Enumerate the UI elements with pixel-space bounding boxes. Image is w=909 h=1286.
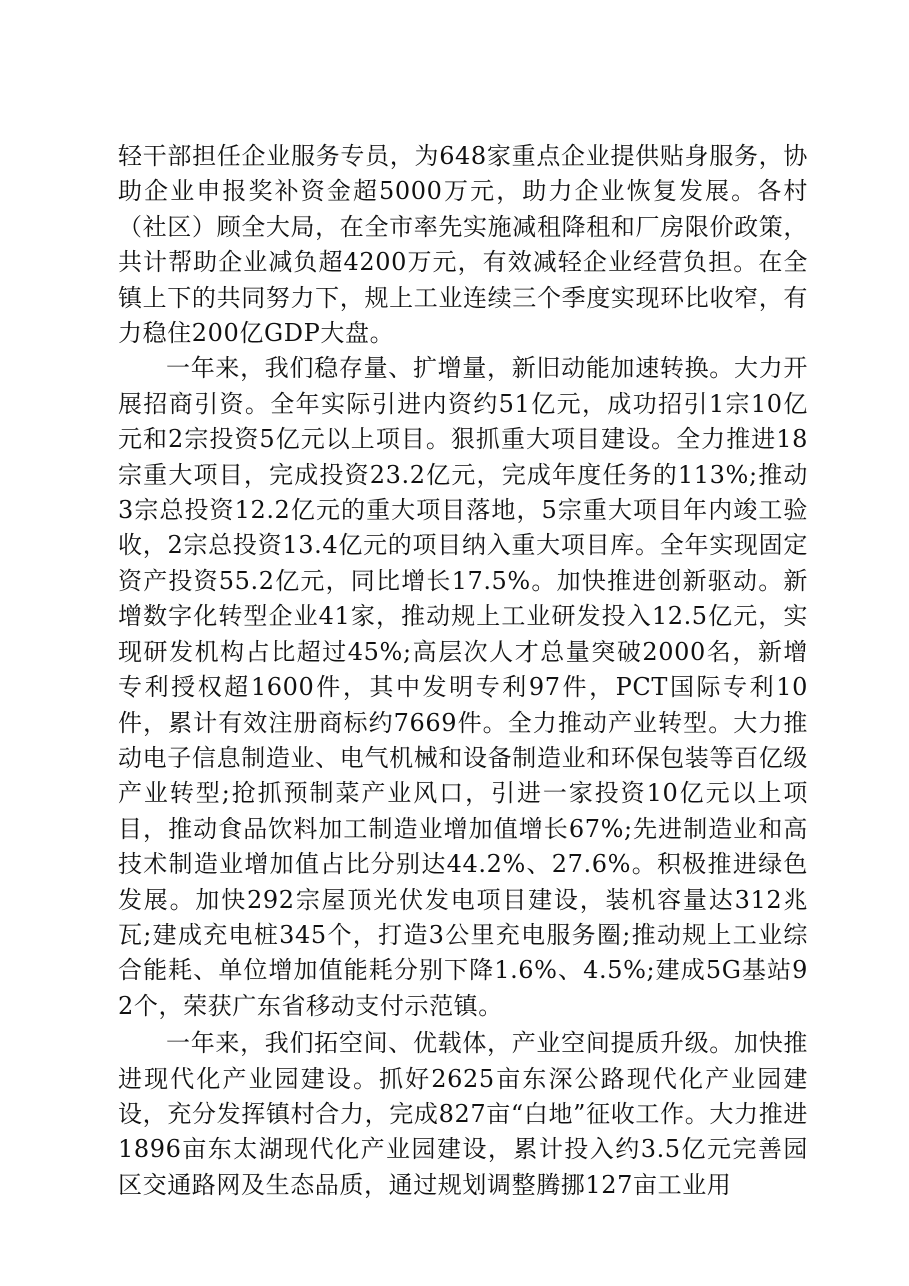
paragraph-continuation: 轻干部担任企业服务专员，为648家重点企业提供贴身服务，协助企业申报奖补资金超5000万元，助力企业恢复发展。各村（社区）顾全大局，在全市率先实施减租降租和厂房限价政策，共计帮助企业减负超4200万元，有效减轻企业经营负担。在全镇上下的共同努力下，规上工业连续三个季度实现环比收窄，有力稳住200亿GDP大盘。 xyxy=(118,142,808,348)
paragraph-growth-momentum: 一年来，我们稳存量、扩增量，新旧动能加速转换。大力开展招商引资。全年实际引进内资约51亿元，成功招引1宗10亿元和2宗投资5亿元以上项目。狠抓重大项目建设。全力推进18宗重大项目，完成投资23.2亿元，完成年度任务的113%;推动3宗总投资12.2亿元的重大项目落地，5宗重大项目年内竣工验收，2宗总投资13.4亿元的项目纳入重大项目库。全年实现固定资产投资55.2亿元，同比增长17.5%。加快推进创新驱动。新增数字化转型企业41家，推动规上工业研发投入12.5亿元，实现研发机构占比超过45%;高层次人才总量突破2000名，新增专利授权超1600件，其中发明专利97件，PCT国际专利10件，累计有效注册商标约7669件。全力推动产业转型。大力推动电子信息制造业、电气机械和设备制造业和环保包装等百亿级产业转型;抢抓预制菜产业风口，引进一家投资10亿元以上项目，推动食品饮料加工制造业增加值增长67%;先进制造业和高技术制造业增加值占比分别达44.2%、27.6%。积极推进绿色发展。加快292宗屋顶光伏发电项目建设，装机容量达312兆瓦;建成充电桩345个，打造3公里充电服务圈;推动规上工业综合能耗、单位增加值能耗分别下降1.6%、4.5%;建成5G基站92个，荣获广东省移动支付示范镇。 xyxy=(118,354,808,1020)
paragraph-industrial-space: 一年来，我们拓空间、优载体，产业空间提质升级。加快推进现代化产业园建设。抓好2625亩东深公路现代化产业园建设，充分发挥镇村合力，完成827亩“白地”征收工作。大力推进1896亩东太湖现代化产业园建设，累计投入约3.5亿元完善园区交通路网及生态品质，通过规划调整腾挪127亩工业用 xyxy=(118,1029,808,1199)
document-page xyxy=(118,139,808,1203)
